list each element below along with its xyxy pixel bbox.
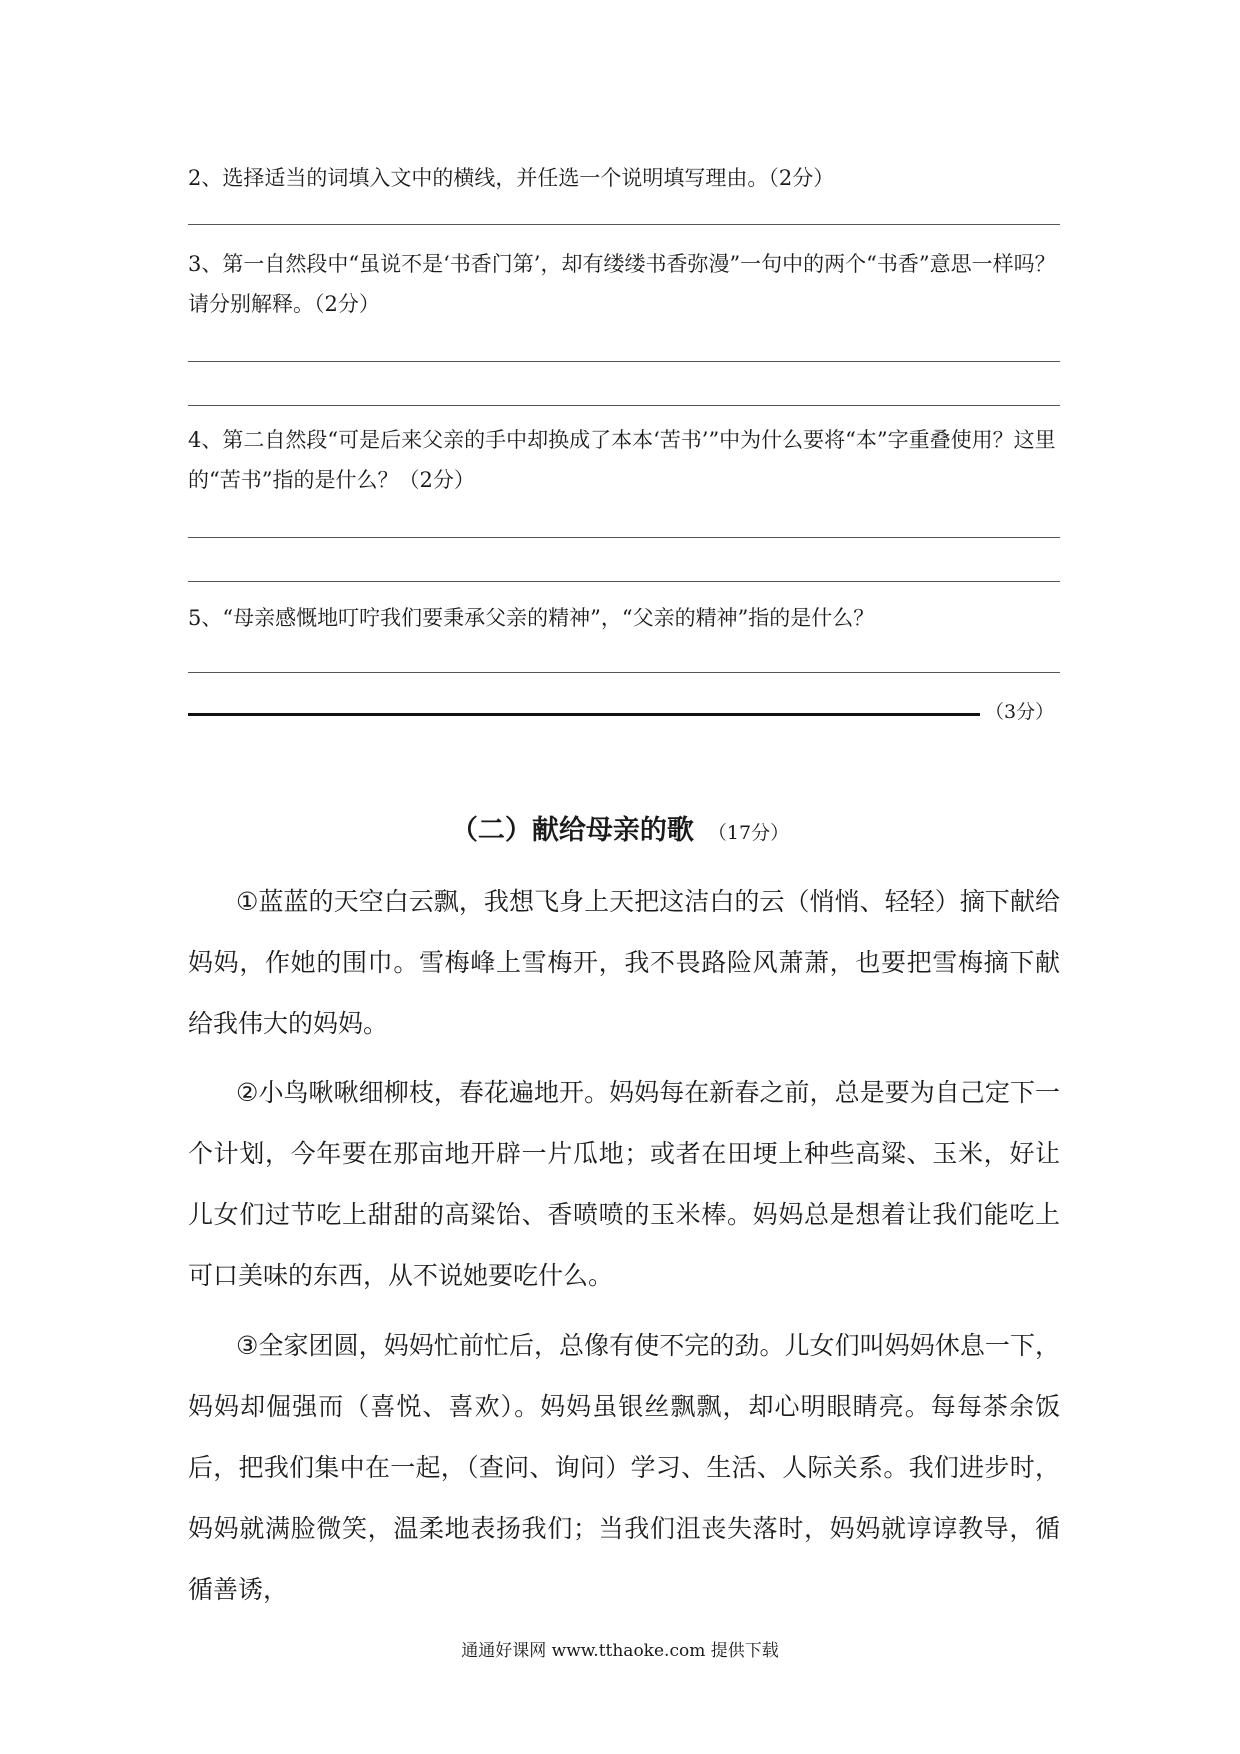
answer-line [188,581,1060,582]
footer: 通通好课网 www.tthaoke.com 提供下载 [461,1641,779,1661]
answer-line [188,672,1060,673]
question-3: 3、第一自然段中“虽说不是‘书香门第’，却有缕缕书香弥漫”一句中的两个“书香”意思一样吗？请分别解释。（2分） [188,252,1056,316]
question-4: 4、第二自然段“可是后来父亲的手中却换成了本本‘苦书’”中为什么要将“本”字重叠使用？这里的“苦书”指的是什么？（2分） [188,428,1056,492]
question-5: 5、“母亲感慨地叮咛我们要秉承父亲的精神”，“父亲的精神”指的是什么？ [188,606,875,630]
section-title-text: （二）献给母亲的歌 [450,815,694,846]
paragraph-2: ②小鸟啾啾细柳枝，春花遍地开。妈妈每在新春之前，总是要为自己定下一个计划，今年要在那亩地开辟一片瓜地；或者在田埂上种些高粱、玉米，好让儿女们过节吃上甜甜的高粱饴、香喷喷的玉米棒。妈妈总是想着让我们能吃上可口美味的东西，从不说她要吃什么。 [188,1078,1060,1290]
answer-line [188,224,1060,225]
answer-line [188,405,1060,406]
section-title [0,808,1240,847]
paragraph-3: ③全家团圆，妈妈忙前忙后，总像有使不完的劲。儿女们叫妈妈休息一下，妈妈却倔强而（喜悦、喜欢）。妈妈虽银丝飘飘，却心明眼睛亮。每每茶余饭后，把我们集中在一起，（查问、询问）学习、生活、人际关系。我们进步时，妈妈就满脸微笑，温柔地表扬我们；当我们沮丧失落时，妈妈就谆谆教导，循循善诱， [188,1331,1060,1604]
paragraph-1: ①蓝蓝的天空白云飘，我想飞身上天把这洁白的云（悄悄、轻轻）摘下献给妈妈，作她的围巾。雪梅峰上雪梅开，我不畏路险风萧萧，也要把雪梅摘下献给我伟大的妈妈。 [188,887,1060,1038]
question-5-score: （3分） [985,701,1055,723]
question-2: 2、选择适当的词填入文中的横线，并任选一个说明填写理由。（2分） [188,166,835,190]
answer-line [188,537,1060,538]
answer-line [188,361,1060,362]
section-score: （17分） [707,822,790,844]
answer-line-bold [188,713,980,716]
